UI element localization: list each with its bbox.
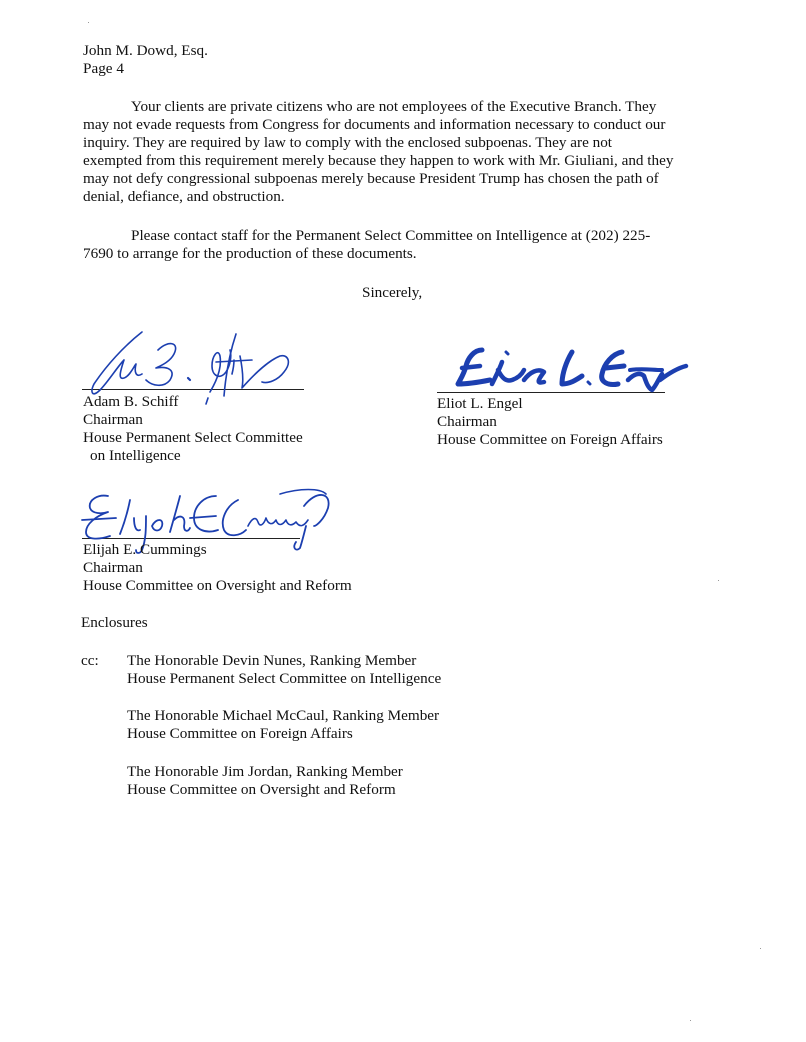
- cc-entry-committee: House Committee on Foreign Affairs: [127, 725, 353, 742]
- paragraph-2-line: 7690 to arrange for the production of these documents.: [83, 245, 417, 262]
- cc-entry-committee: House Permanent Select Committee on Intelligence: [127, 670, 442, 687]
- paragraph-2-line: Please contact staff for the Permanent Select Committee on Intelligence at (202) 225-: [131, 227, 651, 244]
- signatory-name-schiff: Adam B. Schiff: [83, 393, 179, 410]
- paragraph-1: [83, 98, 723, 206]
- paragraph-1-line: exempted from this requirement merely because they happen to work with Mr. Giuliani, and they: [83, 152, 674, 169]
- scan-speck: [88, 22, 89, 23]
- paragraph-1-line: may not defy congressional subpoenas merely because President Trump has chosen the path of: [83, 170, 659, 187]
- paragraph-1-line: may not evade requests from Congress for documents and information necessary to conduct our: [83, 116, 666, 133]
- paragraph-2: [83, 227, 723, 263]
- signature-engel: [452, 340, 692, 394]
- signatory-name-cummings: Elijah E. Cummings: [83, 541, 207, 558]
- paragraph-1-line: inquiry. They are required by law to comply with the enclosed subpoenas. They are not: [83, 134, 613, 151]
- signatory-committee-engel: House Committee on Foreign Affairs: [437, 431, 663, 448]
- page-number: Page 4: [83, 60, 124, 77]
- signatory-committee-schiff-cont: on Intelligence: [90, 447, 181, 464]
- signatory-committee-cummings: House Committee on Oversight and Reform: [83, 577, 352, 594]
- scan-speck: [718, 580, 719, 581]
- cc-entry-name: The Honorable Jim Jordan, Ranking Member: [127, 763, 403, 780]
- closing: Sincerely,: [362, 284, 423, 301]
- signatory-title-schiff: Chairman: [83, 411, 143, 428]
- cc-entry-committee: House Committee on Oversight and Reform: [127, 781, 396, 798]
- signatory-name-engel: Eliot L. Engel: [437, 395, 523, 412]
- signatory-title-cummings: Chairman: [83, 559, 143, 576]
- cc-label: cc:: [81, 652, 99, 669]
- paragraph-1-line: denial, defiance, and obstruction.: [83, 188, 285, 205]
- recipient-name: John M. Dowd, Esq.: [83, 42, 208, 59]
- cc-entry-name: The Honorable Devin Nunes, Ranking Member: [127, 652, 417, 669]
- signatory-title-engel: Chairman: [437, 413, 497, 430]
- enclosures-label: Enclosures: [81, 614, 148, 631]
- signatory-committee-schiff: House Permanent Select Committee: [83, 429, 303, 446]
- cc-entry-name: The Honorable Michael McCaul, Ranking Member: [127, 707, 440, 724]
- scan-speck: [760, 948, 761, 949]
- paragraph-1-line: Your clients are private citizens who are not employees of the Executive Branch. They: [131, 98, 657, 115]
- scan-speck: [690, 1020, 691, 1021]
